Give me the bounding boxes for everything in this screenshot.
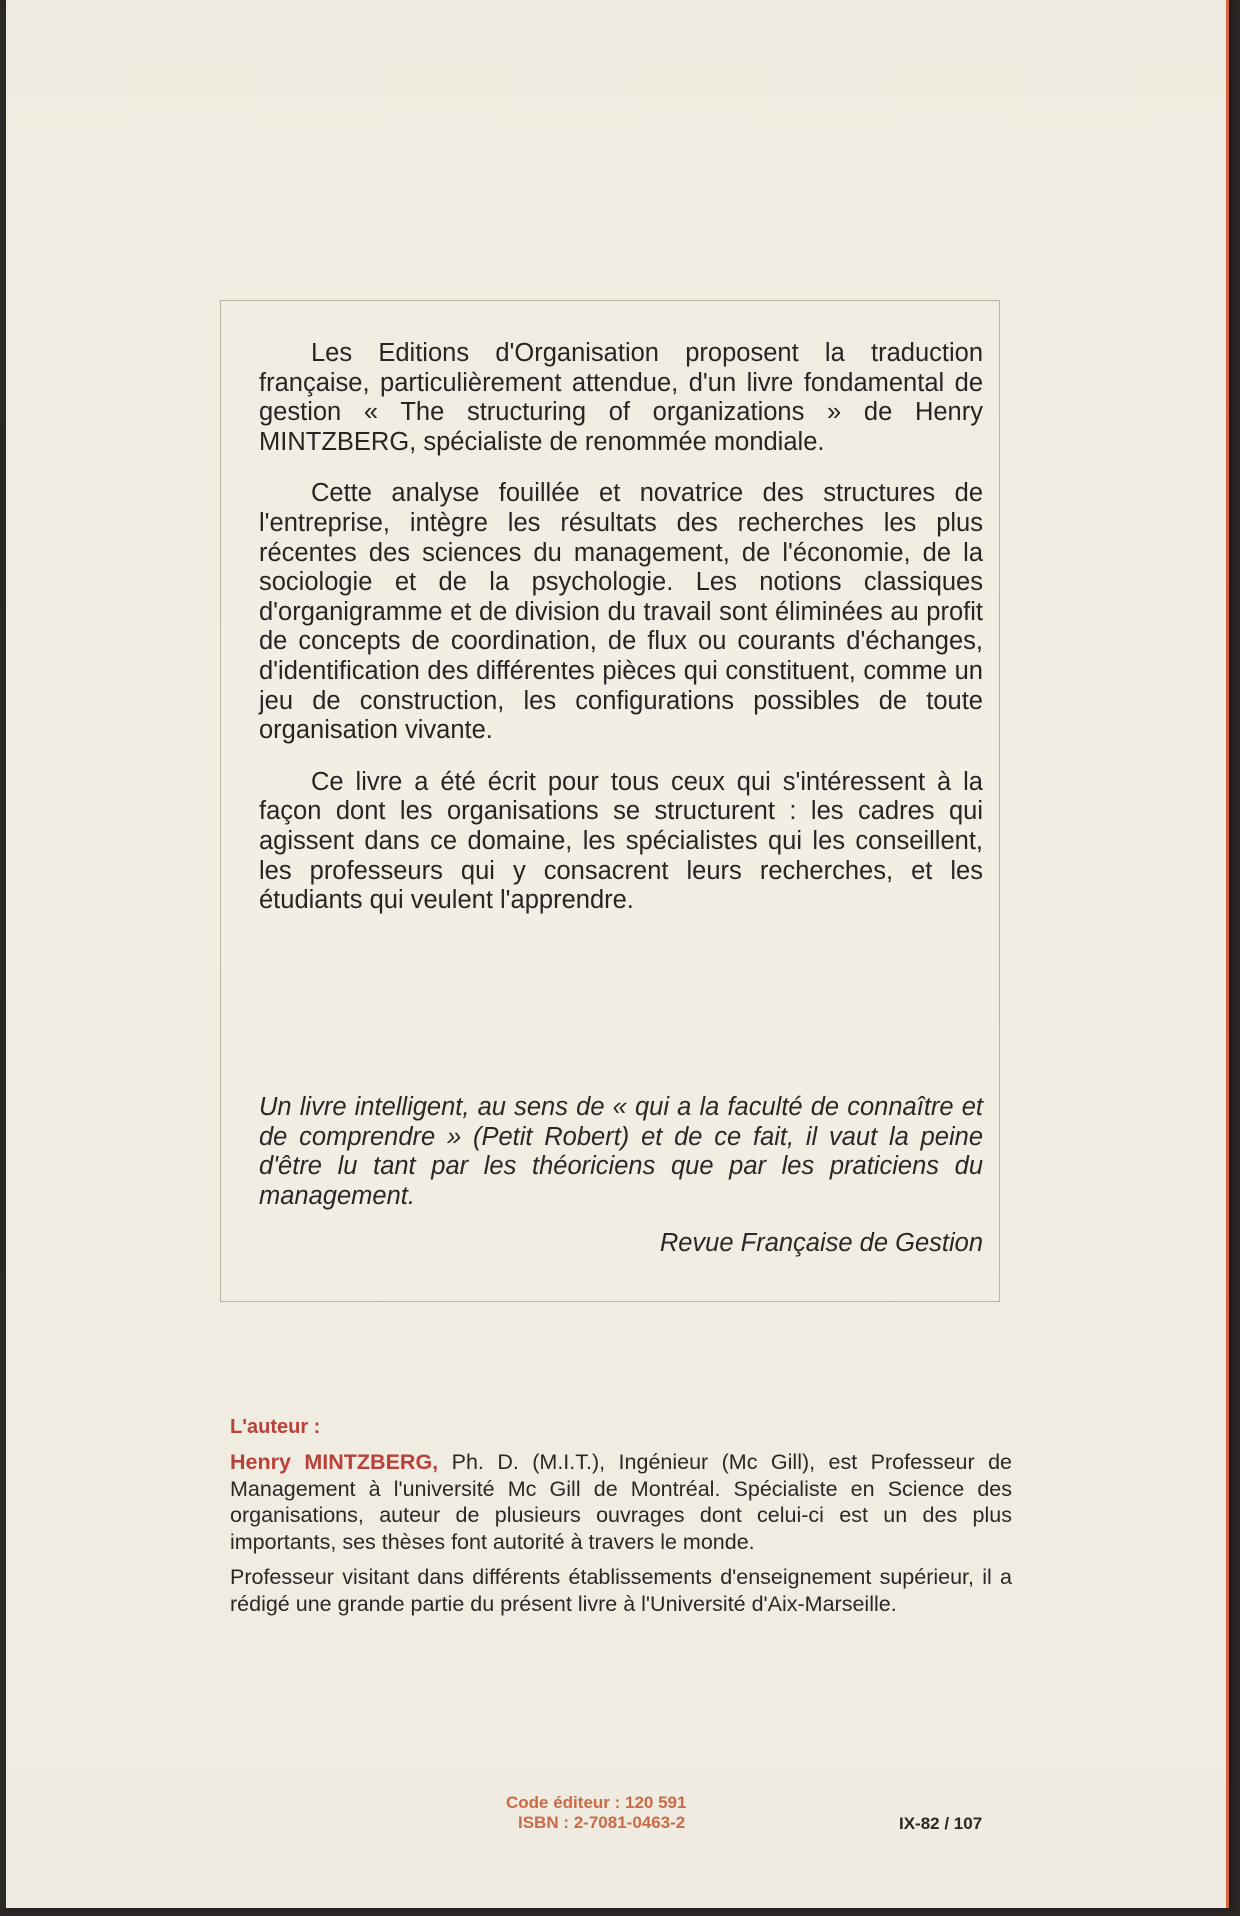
description-paragraph-1: Les Editions d'Organisation proposent la traduction française, particulièrement attendue, d'un livre fondamental de gestion « The structuring of organizations » de Henry MINTZBERG, spécialiste de renommée mondiale. — [259, 339, 983, 456]
editor-code: Code éditeur : 120 591 — [506, 1793, 687, 1812]
author-bio-2: Professeur visitant dans différents établissements d'enseignement supérieur, il a rédigé une grande partie du présent livre à l'Université d'Aix-Marseille. — [230, 1564, 1012, 1616]
isbn: ISBN : 2-7081-0463-2 — [518, 1813, 686, 1832]
catalog-reference: IX-82 / 107 — [899, 1814, 983, 1833]
author-bio-1 — [230, 1449, 1012, 1556]
description-text — [259, 339, 983, 938]
description-paragraph-2: Cette analyse fouillée et novatrice des structures de l'entreprise, intègre les résultats des recherches les plus récentes des sciences du management, de l'économie, de la sociologie et de la psychologie. Les notions classiques d'organigramme et de division du travail sont éliminées au profit de concepts de coordination, de flux ou courants d'échanges, d'identification des différentes pièces qui constituent, comme un jeu de construction, les configurations possibles de toute organisation vivante. — [259, 479, 983, 745]
back-cover — [6, 0, 1229, 1908]
description-box — [220, 300, 1000, 1302]
description-paragraph-3: Ce livre a été écrit pour tous ceux qui s'intéressent à la façon dont les organisations se structurent : les cadres qui agissent dans ce domaine, les spécialistes qui les conseillent, les professeurs qui y consacrent leurs recherches, et les étudiants qui veulent l'apprendre. — [259, 767, 983, 915]
review-quote-block — [259, 1093, 983, 1259]
author-name: Henry MINTZBERG, — [230, 1449, 439, 1474]
publisher-codes — [506, 1793, 686, 1833]
review-source: Revue Française de Gestion — [659, 1229, 983, 1258]
author-section — [230, 1414, 1012, 1626]
author-bio-1-text: Ph. D. (M.I.T.), Ingénieur (Mc Gill), est Professeur de Management à l'université Mc Gill de Montréal. Spécialiste en Science des organisations, auteur de plusieurs ouvrages dont celui-ci est un des plus importants, ses thèses font autorité à travers le monde. — [230, 1449, 1012, 1555]
review-quote: Un livre intelligent, au sens de « qui a la faculté de connaître et de comprendre » (Petit Robert) et de ce fait, il vaut la peine d'être lu tant par les théoriciens que par les praticiens du management. — [259, 1093, 983, 1210]
author-heading: L'auteur : — [230, 1416, 321, 1438]
